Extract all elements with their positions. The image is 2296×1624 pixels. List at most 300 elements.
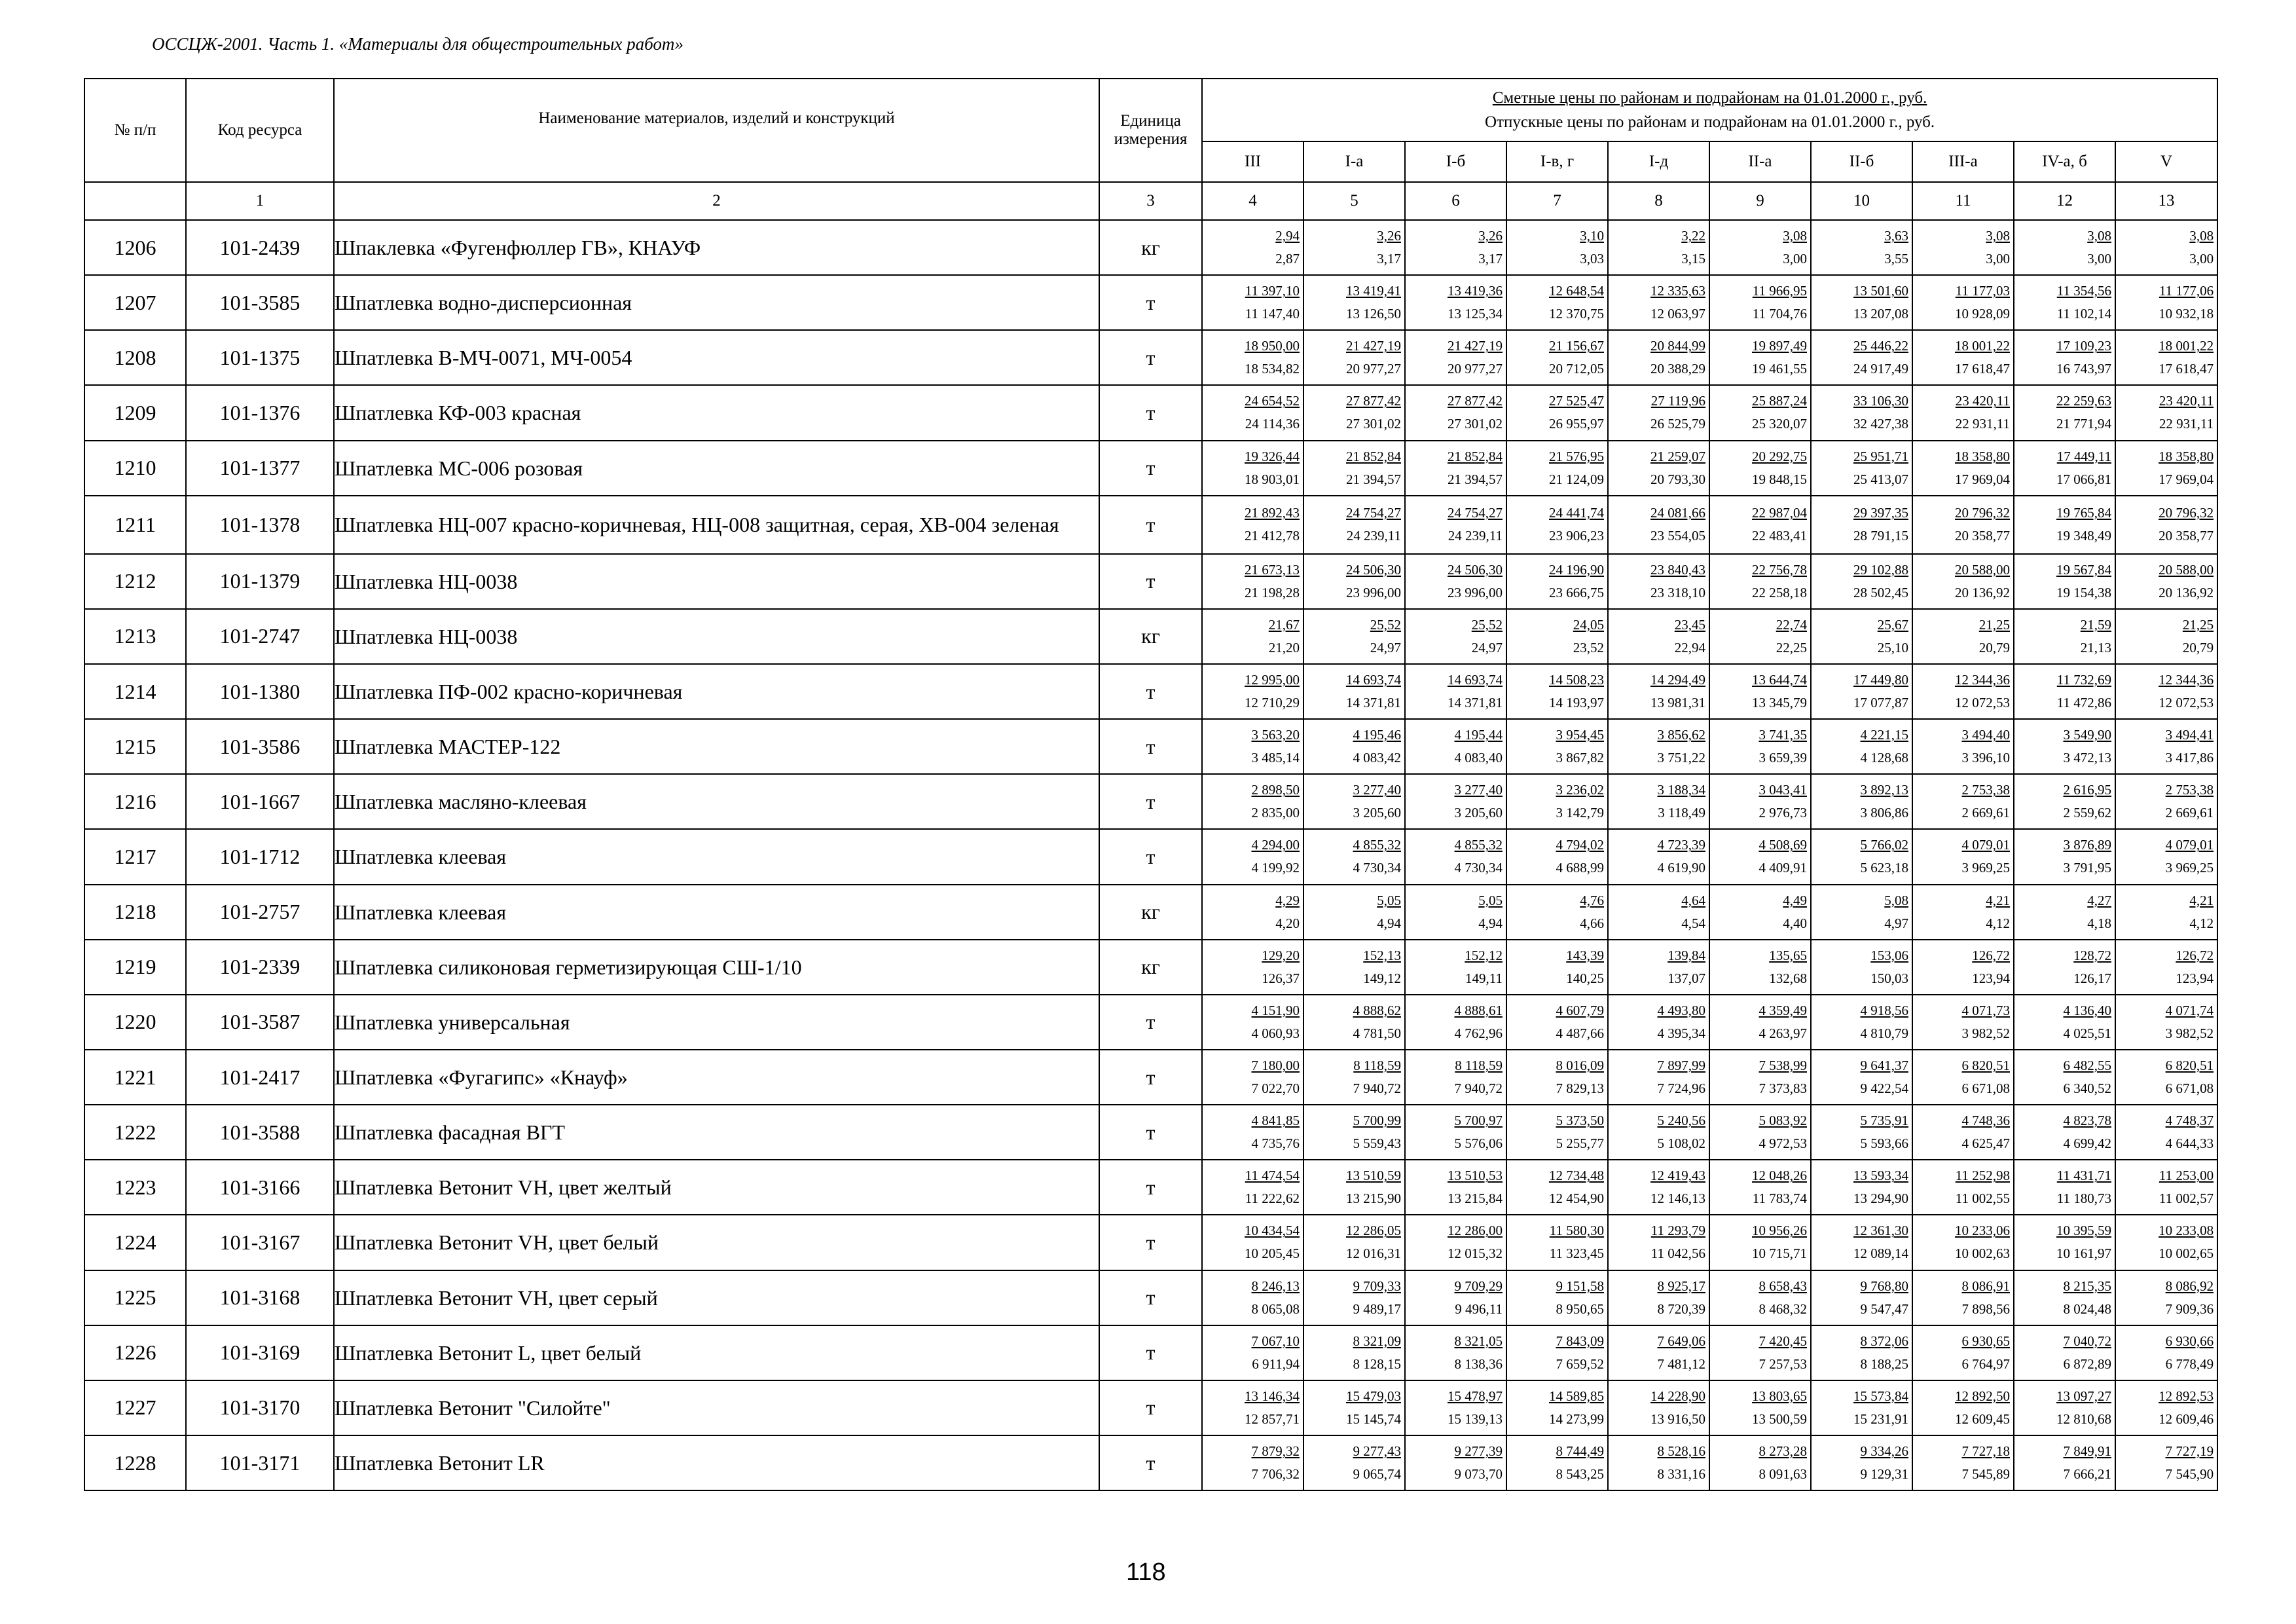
estimate-price: 18 358,80 <box>1955 448 2010 464</box>
estimate-price: 4 918,56 <box>1860 1002 1908 1018</box>
row-number: 1218 <box>84 885 186 940</box>
estimate-price: 8 321,09 <box>1353 1333 1401 1349</box>
price-cell <box>1709 885 1811 940</box>
estimate-price: 5 083,92 <box>1758 1113 1807 1129</box>
price-cell <box>1912 609 2014 664</box>
release-price: 7 481,12 <box>1657 1356 1705 1372</box>
price-cell <box>1506 1215 1608 1270</box>
release-price: 11 180,73 <box>2056 1190 2111 1207</box>
estimate-price: 8 086,91 <box>1961 1278 2010 1294</box>
estimate-price: 3 043,41 <box>1758 782 1807 798</box>
price-cell <box>1709 554 1811 609</box>
price-cell <box>1506 1325 1608 1380</box>
estimate-price: 4 855,32 <box>1353 837 1401 853</box>
page-number: 118 <box>1126 1559 1166 1586</box>
price-cell <box>1811 1270 1912 1325</box>
unit-of-measure: т <box>1099 829 1202 884</box>
column-number: 13 <box>2115 182 2217 220</box>
estimate-price: 12 892,50 <box>1955 1388 2010 1404</box>
price-cell <box>1202 774 1303 829</box>
price-cell <box>1405 1215 1506 1270</box>
price-cell <box>1202 719 1303 774</box>
column-number: 8 <box>1608 182 1709 220</box>
price-cell <box>1506 940 1608 995</box>
release-price: 140,25 <box>1566 970 1604 986</box>
release-price: 7 545,89 <box>1961 1466 2010 1483</box>
price-cell <box>2115 1270 2217 1325</box>
price-cell <box>1709 1160 1811 1215</box>
price-cell <box>1405 609 1506 664</box>
release-price: 12 146,13 <box>1650 1190 1705 1207</box>
price-cell <box>2115 1435 2217 1490</box>
estimate-price: 4 195,46 <box>1353 727 1401 743</box>
estimate-price: 4 221,15 <box>1860 727 1908 743</box>
release-price: 3 118,49 <box>1658 805 1705 821</box>
release-price: 13 207,08 <box>1853 306 1908 322</box>
price-cell <box>1912 829 2014 884</box>
estimate-price: 4 508,69 <box>1758 837 1807 853</box>
estimate-price: 4 823,78 <box>2063 1113 2111 1129</box>
estimate-price: 135,65 <box>1769 947 1807 963</box>
release-price: 7 257,53 <box>1758 1356 1807 1372</box>
colnum-blank <box>84 182 186 220</box>
estimate-price: 11 177,03 <box>1955 283 2010 299</box>
price-cell <box>1608 441 1709 496</box>
release-price: 21,13 <box>2080 639 2111 655</box>
release-price: 9 129,31 <box>1860 1466 1908 1483</box>
price-cell <box>2014 1160 2115 1215</box>
release-price: 3 982,52 <box>1961 1025 2010 1041</box>
release-price: 20 358,77 <box>1955 528 2010 544</box>
estimate-price: 21,25 <box>2182 616 2214 633</box>
estimate-price: 22,74 <box>1776 616 1807 633</box>
price-cell <box>1303 995 1405 1050</box>
estimate-price: 21 427,19 <box>1346 338 1401 354</box>
price-cell <box>1709 330 1811 385</box>
release-price: 17 077,87 <box>1853 695 1908 711</box>
price-cell <box>1202 995 1303 1050</box>
price-cell <box>1608 995 1709 1050</box>
estimate-price: 25 446,22 <box>1853 338 1908 354</box>
estimate-price: 21,59 <box>2080 616 2111 633</box>
price-cell <box>2115 719 2217 774</box>
release-price: 2 669,61 <box>1961 805 2010 821</box>
unit-of-measure: т <box>1099 496 1202 554</box>
price-cell <box>2014 609 2115 664</box>
price-cell <box>1608 829 1709 884</box>
estimate-price: 10 233,08 <box>2159 1223 2214 1239</box>
estimate-price: 11 252,98 <box>1955 1168 2010 1184</box>
unit-of-measure: кг <box>1099 220 1202 275</box>
release-price: 4 395,34 <box>1657 1025 1705 1041</box>
estimate-price: 14 508,23 <box>1549 672 1604 688</box>
price-cell <box>2014 774 2115 829</box>
release-price: 3,00 <box>2087 251 2111 267</box>
estimate-price: 12 734,48 <box>1549 1168 1604 1184</box>
estimate-price: 3 494,41 <box>2165 727 2214 743</box>
release-price: 8 128,15 <box>1353 1356 1401 1372</box>
price-cell <box>2014 1270 2115 1325</box>
estimate-price: 9 709,29 <box>1454 1278 1503 1294</box>
release-price: 12 710,29 <box>1245 695 1300 711</box>
release-price: 25,10 <box>1877 639 1908 655</box>
estimate-price: 7 843,09 <box>1556 1333 1604 1349</box>
release-price: 23 666,75 <box>1549 584 1604 600</box>
prices-header-release: Отпускные цены по районам и подрайонам на 01.01.2000 г., руб. <box>1484 113 1935 131</box>
region-header: II-а <box>1709 141 1811 182</box>
price-cell <box>2014 1325 2115 1380</box>
release-price: 3 396,10 <box>1961 750 2010 766</box>
unit-of-measure: т <box>1099 664 1202 719</box>
resource-code: 101-1376 <box>186 385 334 440</box>
release-price: 3 791,95 <box>2063 860 2111 876</box>
release-price: 4,18 <box>2087 915 2111 931</box>
release-price: 20,79 <box>1978 639 2010 655</box>
release-price: 10 715,71 <box>1752 1246 1807 1262</box>
estimate-price: 8 215,35 <box>2063 1278 2111 1294</box>
estimate-price: 5 766,02 <box>1860 837 1908 853</box>
estimate-price: 17 109,23 <box>2056 338 2111 354</box>
estimate-price: 3,08 <box>2189 228 2214 244</box>
material-name: Шпатлевка Ветонит LR <box>334 1435 1099 1490</box>
price-cell <box>1709 1435 1811 1490</box>
price-cell <box>1709 664 1811 719</box>
price-cell <box>2014 220 2115 275</box>
estimate-price: 11 293,79 <box>1650 1223 1705 1239</box>
table-row <box>84 664 2217 719</box>
column-number: 7 <box>1506 182 1608 220</box>
release-price: 23,52 <box>1573 639 1604 655</box>
estimate-price: 4,21 <box>1986 892 2010 908</box>
price-cell <box>1405 1325 1506 1380</box>
price-cell <box>1506 1435 1608 1490</box>
price-cell <box>1303 1270 1405 1325</box>
table-row <box>84 275 2217 330</box>
price-cell <box>1811 1160 1912 1215</box>
unit-of-measure: кг <box>1099 940 1202 995</box>
estimate-price: 10 233,06 <box>1955 1223 2010 1239</box>
price-cell <box>1608 719 1709 774</box>
release-price: 3,03 <box>1580 251 1604 267</box>
price-cell <box>2115 774 2217 829</box>
price-cell <box>1405 885 1506 940</box>
price-cell <box>1506 554 1608 609</box>
resource-code: 101-3585 <box>186 275 334 330</box>
estimate-price: 3 277,40 <box>1353 782 1401 798</box>
release-price: 4,97 <box>1884 915 1908 931</box>
release-price: 12 072,53 <box>1955 695 2010 711</box>
release-price: 9 547,47 <box>1860 1301 1908 1317</box>
estimate-price: 8 246,13 <box>1251 1278 1300 1294</box>
release-price: 2 669,61 <box>2165 805 2214 821</box>
material-name: Шпатлевка ПФ-002 красно-коричневая <box>334 664 1099 719</box>
column-number: 4 <box>1202 182 1303 220</box>
estimate-price: 18 001,22 <box>2159 338 2214 354</box>
release-price: 2 835,00 <box>1251 805 1300 821</box>
estimate-price: 24 506,30 <box>1346 561 1401 578</box>
release-price: 4 699,42 <box>2063 1135 2111 1152</box>
release-price: 21 394,57 <box>1448 471 1503 487</box>
estimate-price: 7 879,32 <box>1251 1443 1300 1460</box>
release-price: 20 793,30 <box>1650 471 1705 487</box>
estimate-price: 24 081,66 <box>1650 505 1705 521</box>
release-price: 3,00 <box>2189 251 2214 267</box>
price-cell <box>1811 995 1912 1050</box>
price-cell <box>1608 664 1709 719</box>
resource-code: 101-3169 <box>186 1325 334 1380</box>
price-cell <box>2115 1215 2217 1270</box>
estimate-price: 20 844,99 <box>1650 338 1705 354</box>
estimate-price: 4 888,62 <box>1353 1002 1401 1018</box>
price-cell <box>1405 1270 1506 1325</box>
material-name: Шпатлевка «Фугагипс» «Кнауф» <box>334 1050 1099 1105</box>
material-name: Шпатлевка КФ-003 красная <box>334 385 1099 440</box>
price-cell <box>1405 275 1506 330</box>
price-cell <box>2115 1380 2217 1435</box>
estimate-price: 7 180,00 <box>1251 1058 1300 1074</box>
material-name: Шпатлевка Ветонит "Силойте" <box>334 1380 1099 1435</box>
release-price: 28 502,45 <box>1853 584 1908 600</box>
estimate-price: 23 420,11 <box>2159 393 2214 409</box>
estimate-price: 23,45 <box>1674 616 1705 633</box>
estimate-price: 20 588,00 <box>2159 561 2214 578</box>
release-price: 23 996,00 <box>1448 584 1503 600</box>
release-price: 22 258,18 <box>1752 584 1807 600</box>
release-price: 28 791,15 <box>1853 528 1908 544</box>
price-cell <box>1811 330 1912 385</box>
estimate-price: 18 358,80 <box>2159 448 2214 464</box>
price-cell <box>1811 496 1912 554</box>
estimate-price: 4 493,80 <box>1657 1002 1705 1018</box>
release-price: 11 002,55 <box>1955 1190 2010 1207</box>
estimate-price: 27 119,96 <box>1650 393 1705 409</box>
release-price: 123,94 <box>2176 970 2214 986</box>
estimate-price: 7 849,91 <box>2063 1443 2111 1460</box>
price-cell <box>1811 1325 1912 1380</box>
estimate-price: 12 995,00 <box>1245 672 1300 688</box>
table-row <box>84 829 2217 884</box>
release-price: 4 735,76 <box>1251 1135 1300 1152</box>
price-cell <box>1202 220 1303 275</box>
resource-code: 101-3587 <box>186 995 334 1050</box>
region-header: III <box>1202 141 1303 182</box>
price-cell <box>1202 829 1303 884</box>
release-price: 20 388,29 <box>1650 361 1705 377</box>
estimate-price: 6 930,65 <box>1961 1333 2010 1349</box>
column-number: 3 <box>1099 182 1202 220</box>
release-price: 17 969,04 <box>1955 471 2010 487</box>
table-row <box>84 1435 2217 1490</box>
column-number: 11 <box>1912 182 2014 220</box>
estimate-price: 12 048,26 <box>1752 1168 1807 1184</box>
unit-of-measure: т <box>1099 774 1202 829</box>
release-price: 19 461,55 <box>1752 361 1807 377</box>
price-cell <box>2014 1380 2115 1435</box>
table-row <box>84 330 2217 385</box>
estimate-price: 29 397,35 <box>1853 505 1908 521</box>
price-cell <box>2115 496 2217 554</box>
price-cell <box>2115 995 2217 1050</box>
unit-of-measure: т <box>1099 330 1202 385</box>
release-price: 14 193,97 <box>1549 695 1604 711</box>
resource-code: 101-1712 <box>186 829 334 884</box>
price-cell <box>1506 385 1608 440</box>
estimate-price: 6 820,51 <box>2165 1058 2214 1074</box>
release-price: 4 781,50 <box>1353 1025 1401 1041</box>
estimate-price: 5,05 <box>1478 892 1503 908</box>
unit-of-measure: кг <box>1099 885 1202 940</box>
price-cell <box>1608 496 1709 554</box>
estimate-price: 3 876,89 <box>2063 837 2111 853</box>
estimate-price: 143,39 <box>1566 947 1604 963</box>
release-price: 126,37 <box>1262 970 1300 986</box>
estimate-price: 7 897,99 <box>1657 1058 1705 1074</box>
table-row <box>84 774 2217 829</box>
release-price: 3 969,25 <box>1961 860 2010 876</box>
price-cell <box>1912 330 2014 385</box>
estimate-price: 19 567,84 <box>2056 561 2111 578</box>
estimate-price: 24,05 <box>1573 616 1604 633</box>
price-cell <box>1709 385 1811 440</box>
price-cell <box>1811 829 1912 884</box>
price-cell <box>2014 719 2115 774</box>
release-price: 9 489,17 <box>1353 1301 1401 1317</box>
price-cell <box>1506 275 1608 330</box>
estimate-price: 4 294,00 <box>1251 837 1300 853</box>
estimate-price: 126,72 <box>2176 947 2214 963</box>
estimate-price: 13 501,60 <box>1853 283 1908 299</box>
estimate-price: 3 236,02 <box>1556 782 1604 798</box>
estimate-price: 25,52 <box>1471 616 1503 633</box>
price-cell <box>1709 719 1811 774</box>
estimate-price: 4,29 <box>1275 892 1300 908</box>
release-price: 10 932,18 <box>2159 306 2214 322</box>
estimate-price: 4 359,49 <box>1758 1002 1807 1018</box>
price-cell <box>1608 554 1709 609</box>
estimate-price: 18 950,00 <box>1245 338 1300 354</box>
region-header: V <box>2115 141 2217 182</box>
release-price: 4,54 <box>1681 915 1705 931</box>
release-price: 18 534,82 <box>1245 361 1300 377</box>
release-price: 12 072,53 <box>2159 695 2214 711</box>
release-price: 11 783,74 <box>1752 1190 1807 1207</box>
release-price: 13 215,84 <box>1448 1190 1503 1207</box>
estimate-price: 9 277,39 <box>1454 1443 1503 1460</box>
release-price: 4,12 <box>1986 915 2010 931</box>
release-price: 18 903,01 <box>1245 471 1300 487</box>
release-price: 21 771,94 <box>2056 416 2111 432</box>
release-price: 4 487,66 <box>1556 1025 1604 1041</box>
release-price: 13 125,34 <box>1448 306 1503 322</box>
release-price: 6 872,89 <box>2063 1356 2111 1372</box>
resource-code: 101-3588 <box>186 1105 334 1160</box>
prices-header-estimate: Сметные цены по районам и подрайонам на 01.01.2000 г., руб. <box>1492 89 1927 107</box>
estimate-price: 4,64 <box>1681 892 1705 908</box>
unit-of-measure: т <box>1099 1380 1202 1435</box>
estimate-price: 4 151,90 <box>1251 1002 1300 1018</box>
estimate-price: 23 840,43 <box>1650 561 1705 578</box>
price-cell <box>2115 1160 2217 1215</box>
release-price: 4,94 <box>1478 915 1503 931</box>
estimate-price: 25 951,71 <box>1853 448 1908 464</box>
estimate-price: 4 855,32 <box>1454 837 1503 853</box>
release-price: 8 065,08 <box>1251 1301 1300 1317</box>
estimate-price: 153,06 <box>1870 947 1908 963</box>
price-cell <box>1608 1435 1709 1490</box>
column-number: 12 <box>2014 182 2115 220</box>
release-price: 3 485,14 <box>1251 750 1300 766</box>
release-price: 10 928,09 <box>1955 306 2010 322</box>
release-price: 3,00 <box>1986 251 2010 267</box>
estimate-price: 5,05 <box>1377 892 1401 908</box>
price-cell <box>1912 1050 2014 1105</box>
release-price: 11 102,14 <box>2056 306 2111 322</box>
price-cell <box>1506 1050 1608 1105</box>
table-row <box>84 940 2217 995</box>
price-cell <box>1405 1435 1506 1490</box>
estimate-price: 10 395,59 <box>2056 1223 2111 1239</box>
price-cell <box>1202 1160 1303 1215</box>
release-price: 19 348,49 <box>2056 528 2111 544</box>
release-price: 20,79 <box>2182 639 2214 655</box>
estimate-price: 5,08 <box>1884 892 1908 908</box>
price-cell <box>1405 1380 1506 1435</box>
resource-code: 101-2439 <box>186 220 334 275</box>
release-price: 11 002,57 <box>2159 1190 2214 1207</box>
estimate-price: 2,94 <box>1275 228 1300 244</box>
price-cell <box>2014 496 2115 554</box>
price-cell <box>1811 719 1912 774</box>
release-price: 11 323,45 <box>1549 1246 1604 1262</box>
unit-of-measure: т <box>1099 1215 1202 1270</box>
estimate-price: 8 528,16 <box>1657 1443 1705 1460</box>
estimate-price: 3,08 <box>1986 228 2010 244</box>
release-price: 6 671,08 <box>2165 1080 2214 1097</box>
table-row <box>84 1270 2217 1325</box>
estimate-price: 4 607,79 <box>1556 1002 1604 1018</box>
price-cell <box>1303 385 1405 440</box>
resource-code: 101-2757 <box>186 885 334 940</box>
price-cell <box>1608 385 1709 440</box>
row-number: 1207 <box>84 275 186 330</box>
release-price: 3 982,52 <box>2165 1025 2214 1041</box>
estimate-price: 7 727,18 <box>1961 1443 2010 1460</box>
release-price: 24 239,11 <box>1346 528 1401 544</box>
estimate-price: 3 563,20 <box>1251 727 1300 743</box>
price-cell <box>1811 220 1912 275</box>
material-name: Шпатлевка клеевая <box>334 885 1099 940</box>
release-price: 7 706,32 <box>1251 1466 1300 1483</box>
price-cell <box>1202 441 1303 496</box>
estimate-price: 12 344,36 <box>2159 672 2214 688</box>
row-number: 1224 <box>84 1215 186 1270</box>
price-cell <box>1709 1215 1811 1270</box>
release-price: 12 016,31 <box>1346 1246 1401 1262</box>
price-cell <box>1405 664 1506 719</box>
price-cell <box>1709 609 1811 664</box>
material-name: Шпатлевка НЦ-0038 <box>334 554 1099 609</box>
column-number: 9 <box>1709 182 1811 220</box>
estimate-price: 13 097,27 <box>2056 1388 2111 1404</box>
release-price: 4,20 <box>1275 915 1300 931</box>
estimate-price: 13 593,34 <box>1853 1168 1908 1184</box>
estimate-price: 5 700,99 <box>1353 1113 1401 1129</box>
estimate-price: 4 723,39 <box>1657 837 1705 853</box>
price-cell <box>1202 664 1303 719</box>
release-price: 16 743,97 <box>2056 361 2111 377</box>
material-name: Шпатлевка Ветонит L, цвет белый <box>334 1325 1099 1380</box>
unit-of-measure: т <box>1099 1325 1202 1380</box>
